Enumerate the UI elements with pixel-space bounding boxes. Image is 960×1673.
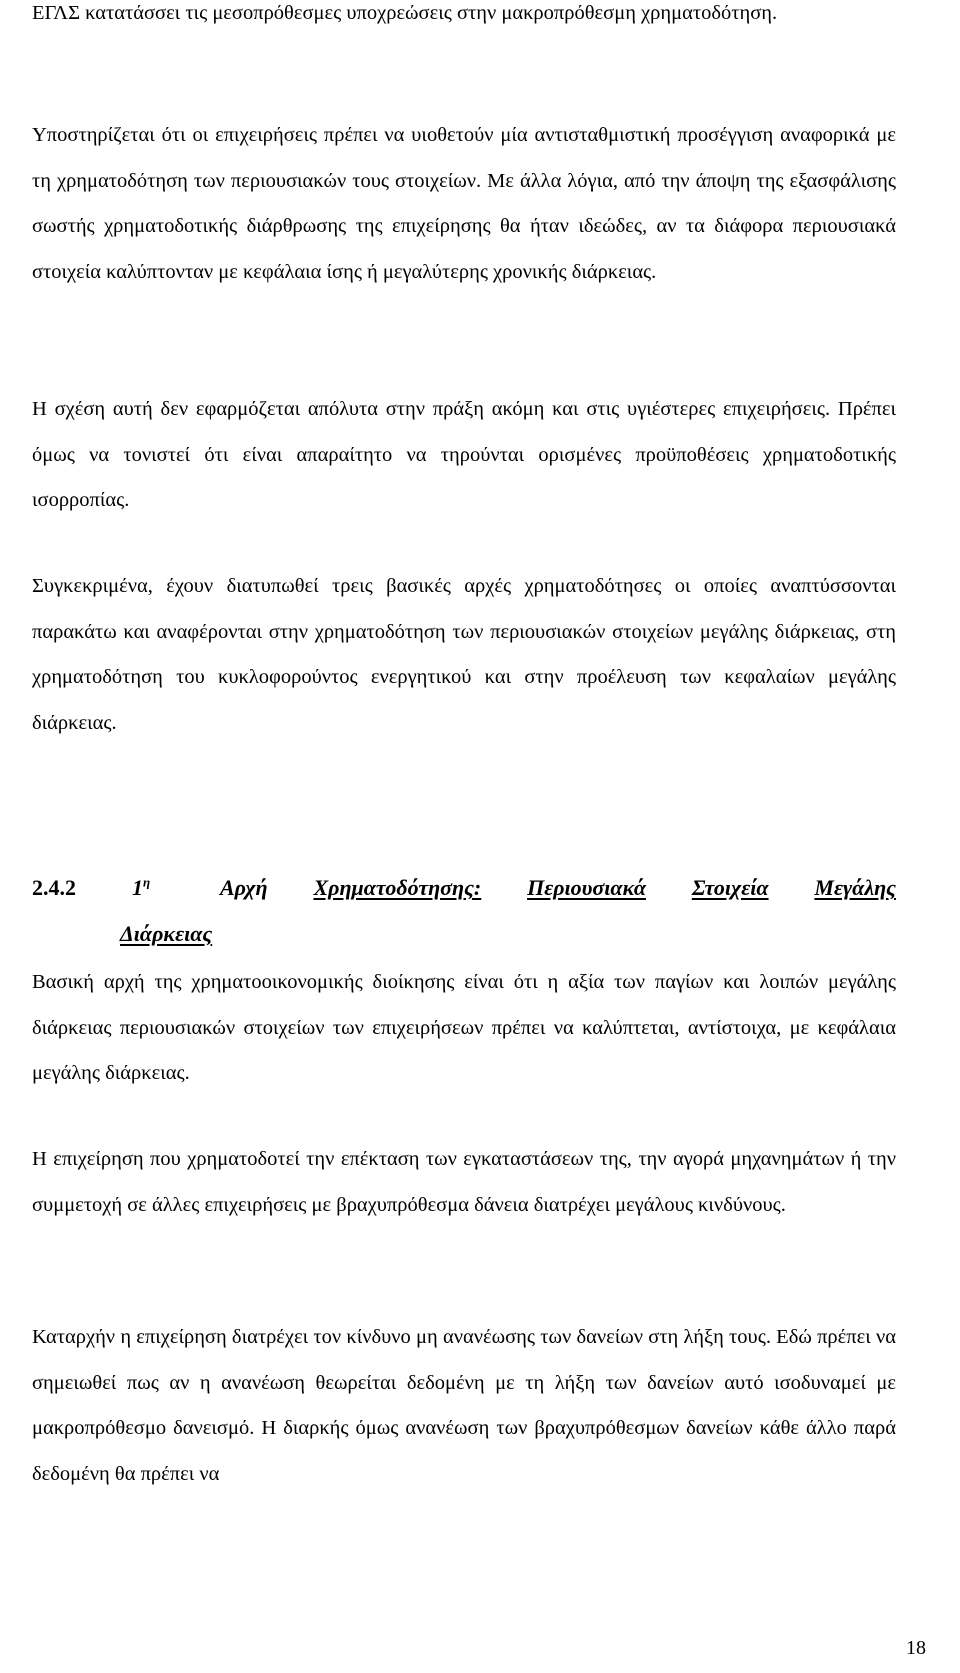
paragraph-1: ΕΓΛΣ κατατάσσει τις μεσοπρόθεσμες υποχρεώσεις στην μακροπρόθεσμη χρηματοδότηση.	[32, 2, 778, 24]
section-title-word-5: Μεγάλης	[814, 875, 896, 900]
paragraph-6: Η επιχείρηση που χρηματοδοτεί την επέκταση των εγκαταστάσεων της, την αγορά μηχανημάτων ή την συμμετοχή σε άλλες επιχειρήσεις με βραχυπρόθεσμα δάνεια διατρέχει μεγάλους κινδύνους.	[32, 1148, 896, 1216]
section-heading-line-2	[32, 911, 896, 957]
section-heading-line-1	[32, 865, 896, 911]
paragraph-7: Καταρχήν η επιχείρηση διατρέχει τον κίνδυνο μη ανανέωσης των δανείων στη λήξη τους. Εδώ πρέπει να σημειωθεί πως αν η ανανέωση θεωρείται δεδομένη με τη λήξη των δανείων αυτό ισοδυναμεί με μακροπρόθεσμο δανεισμό. Η διαρκής όμως ανανέωση των βραχυπρόθεσμων δανείων κάθε άλλο παρά δεδομένη θα πρέπει να	[32, 1326, 896, 1486]
section-title-word-6: Διάρκειας	[120, 921, 213, 946]
section-title-word-4: Στοιχεία	[691, 875, 769, 900]
section-heading	[32, 865, 896, 957]
paragraph-3: Η σχέση αυτή δεν εφαρμόζεται απόλυτα στην πράξη ακόμη και στις υγιέστερες επιχειρήσεις. Πρέπει όμως να τονιστεί ότι είναι απαραίτητο να τηρούνται ορισμένες προϋποθέσεις χρηματοδοτικής ισορροπίας.	[32, 398, 896, 512]
section-title-words	[132, 865, 896, 911]
paragraph-4: Συγκεκριμένα, έχουν διατυπωθεί τρεις βασικές αρχές χρηματοδότησες οι οποίες αναπτύσσονται παρακάτω και αναφέρονται στην χρηματοδότηση των περιουσιακών στοιχείων μεγάλης διάρκειας, στη χρηματοδότηση του κυκλοφορούντος ενεργητικού και στην προέλευση των κεφαλαίων μεγάλης διάρκειας.	[32, 575, 896, 735]
section-ordinal: $1^\eta$	[132, 874, 151, 900]
section-title-word-3: Περιουσιακά	[527, 875, 646, 900]
section-title-word-1: Αρχή	[219, 875, 268, 900]
section-title-word-2: Χρηματοδότησης:	[313, 875, 482, 900]
paragraph-5: Βασική αρχή της χρηματοοικονομικής διοίκησης είναι ότι η αξία των παγίων και λοιπών μεγάλης διάρκειας περιουσιακών στοιχείων των επιχειρήσεων πρέπει να καλύπτεται, αντίστοιχα, με κεφάλαια μεγάλης διάρκειας.	[32, 971, 896, 1085]
section-number: 2.4.2	[32, 875, 76, 900]
page-number: 18	[906, 1637, 926, 1659]
paragraph-2: Υποστηρίζεται ότι οι επιχειρήσεις πρέπει να υιοθετούν μία αντισταθμιστική προσέγγιση αναφορικά με τη χρηματοδότηση των περιουσιακών τους στοιχείων. Με άλλα λόγια, από την άποψη της εξασφάλισης σωστής χρηματοδοτικής διάρθρωσης της επιχείρησης θα ήταν ιδεώδες, αν τα διάφορα περιουσιακά στοιχεία καλύπτονταν με κεφάλαια ίσης ή μεγαλύτερης χρονικής διάρκειας.	[32, 124, 896, 284]
